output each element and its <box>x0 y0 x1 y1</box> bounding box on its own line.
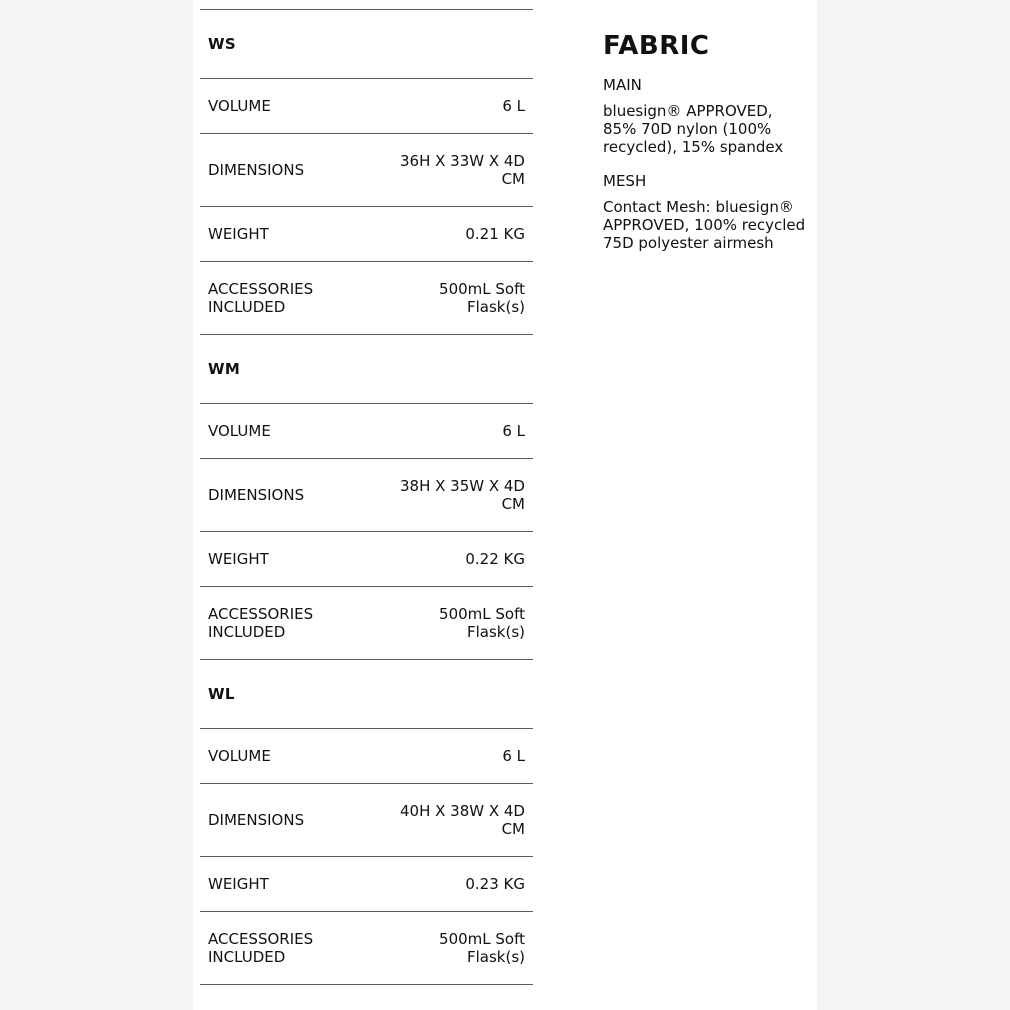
spec-label: VOLUME <box>208 97 271 115</box>
spec-value: 0.22 KG <box>465 550 525 568</box>
spec-row-accessories <box>200 587 533 660</box>
spec-value: 500mL Soft Flask(s) <box>439 930 525 966</box>
spec-row-volume <box>200 404 533 459</box>
spec-row-weight <box>200 532 533 587</box>
spec-label: WEIGHT <box>208 875 269 893</box>
spec-label: VOLUME <box>208 747 271 765</box>
spec-label: ACCESSORIES INCLUDED <box>208 280 314 316</box>
spec-row-volume <box>200 79 533 134</box>
spec-value: 6 L <box>502 422 525 440</box>
spec-label: VOLUME <box>208 422 271 440</box>
size-heading-wm: WM <box>200 335 533 404</box>
spec-label: WEIGHT <box>208 225 269 243</box>
spec-row-weight <box>200 857 533 912</box>
spec-row-volume <box>200 729 533 784</box>
fabric-main-label: MAIN <box>603 76 642 94</box>
spec-value: 6 L <box>502 747 525 765</box>
spec-label: ACCESSORIES INCLUDED <box>208 930 314 966</box>
spec-row-dimensions <box>200 784 533 857</box>
spec-value: 500mL Soft Flask(s) <box>439 605 525 641</box>
fabric-section <box>603 30 808 268</box>
spec-value: 0.21 KG <box>465 225 525 243</box>
fabric-main-text: bluesign® APPROVED, 85% 70D nylon (100% recycled), 15% spandex <box>603 102 784 156</box>
spec-label: WEIGHT <box>208 550 269 568</box>
size-heading-ws: WS <box>200 10 533 79</box>
spec-row-dimensions <box>200 134 533 207</box>
spec-label: ACCESSORIES INCLUDED <box>208 605 314 641</box>
fabric-mesh-text: Contact Mesh: bluesign® APPROVED, 100% recycled 75D polyester airmesh <box>603 198 806 252</box>
spec-value: 0.23 KG <box>465 875 525 893</box>
spec-value: 6 L <box>502 97 525 115</box>
spec-row-accessories <box>200 262 533 335</box>
product-specs-card <box>193 0 817 1010</box>
size-heading-wl: WL <box>200 660 533 729</box>
spec-row-weight <box>200 207 533 262</box>
size-spec-table <box>200 9 533 985</box>
spec-label: DIMENSIONS <box>208 161 305 179</box>
spec-value: 36H X 33W X 4D CM <box>399 152 525 188</box>
spec-value: 40H X 38W X 4D CM <box>399 802 525 838</box>
fabric-mesh-label: MESH <box>603 172 647 190</box>
spec-value: 500mL Soft Flask(s) <box>439 280 525 316</box>
spec-value: 38H X 35W X 4D CM <box>399 477 525 513</box>
fabric-heading: FABRIC <box>603 31 710 61</box>
spec-label: DIMENSIONS <box>208 486 305 504</box>
spec-row-accessories <box>200 912 533 985</box>
spec-row-dimensions <box>200 459 533 532</box>
spec-label: DIMENSIONS <box>208 811 305 829</box>
